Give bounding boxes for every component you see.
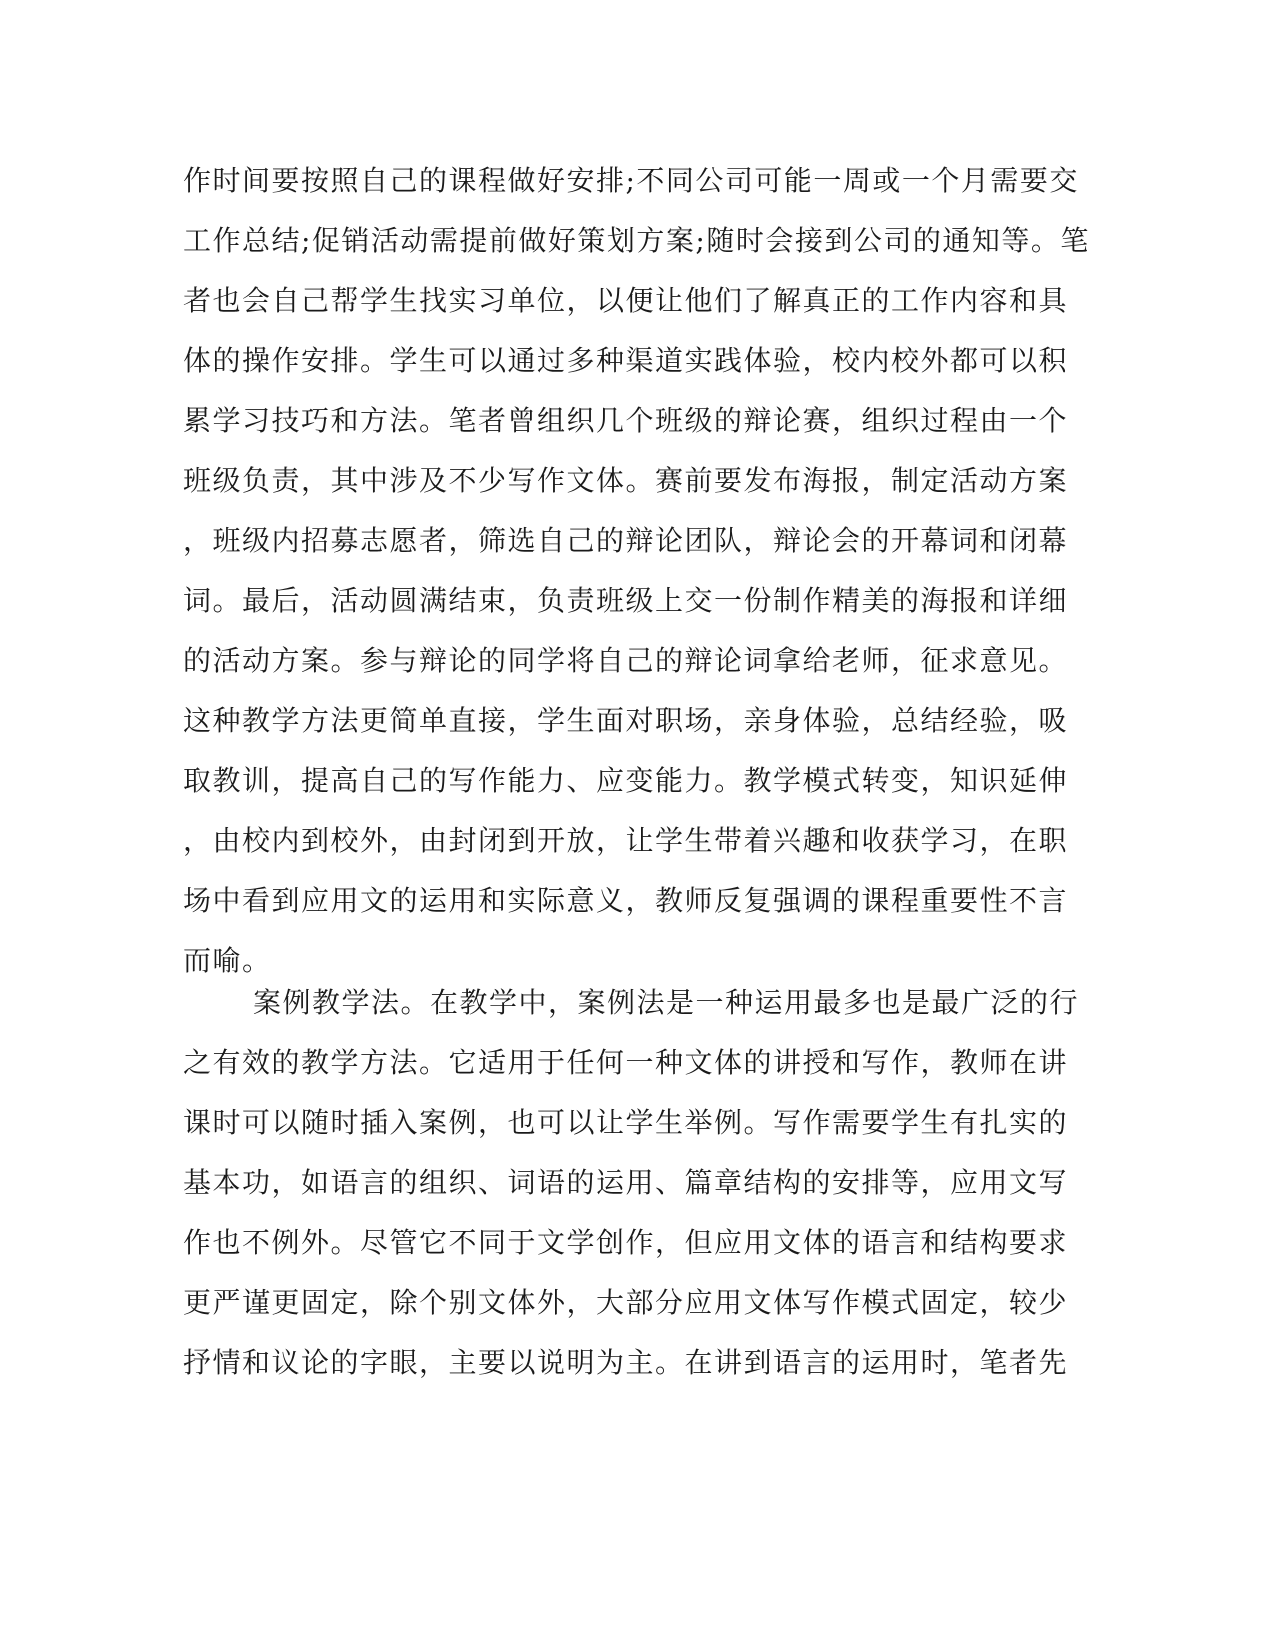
paragraph-2: [183, 986, 1080, 1396]
text-line: 的活动方案。参与辩论的同学将自己的辩论词拿给老师，征求意见。: [183, 644, 1069, 677]
text-line: 之有效的教学方法。它适用于任何一种文体的讲授和写作，教师在讲: [183, 1046, 1069, 1079]
text-line: 这种教学方法更简单直接，学生面对职场，亲身体验，总结经验，吸: [183, 704, 1069, 737]
text-line: 基本功，如语言的组织、词语的运用、篇章结构的安排等，应用文写: [183, 1166, 1069, 1199]
text-line: 抒情和议论的字眼，主要以说明为主。在讲到语言的运用时，笔者先: [183, 1346, 1069, 1379]
text-line: ，班级内招募志愿者，筛选自己的辩论团队，辩论会的开幕词和闭幕: [183, 524, 1069, 557]
text-line: 体的操作安排。学生可以通过多种渠道实践体验，校内校外都可以积: [183, 344, 1069, 377]
text-line: 工作总结;促销活动需提前做好策划方案;随时会接到公司的通知等。笔: [183, 224, 1090, 257]
text-line: 作时间要按照自己的课程做好安排;不同公司可能一周或一个月需要交: [183, 164, 1079, 197]
text-line: 者也会自己帮学生找实习单位，以便让他们了解真正的工作内容和具: [183, 284, 1069, 317]
text-line: 课时可以随时插入案例，也可以让学生举例。写作需要学生有扎实的: [183, 1106, 1069, 1139]
text-line: ，由校内到校外，由封闭到开放，让学生带着兴趣和收获学习，在职: [183, 824, 1069, 857]
text-line: 累学习技巧和方法。笔者曾组织几个班级的辩论赛，组织过程由一个: [183, 404, 1069, 437]
text-line: 词。最后，活动圆满结束，负责班级上交一份制作精美的海报和详细: [183, 584, 1069, 617]
text-line-indented: 案例教学法。在教学中，案例法是一种运用最多也是最广泛的行: [253, 986, 1080, 1019]
paragraph-1: [183, 164, 1090, 984]
text-line: 更严谨更固定，除个别文体外，大部分应用文体写作模式固定，较少: [183, 1286, 1069, 1319]
text-line: 班级负责，其中涉及不少写作文体。赛前要发布海报，制定活动方案: [183, 464, 1069, 497]
text-line: 作也不例外。尽管它不同于文学创作，但应用文体的语言和结构要求: [183, 1226, 1069, 1259]
text-line: 场中看到应用文的运用和实际意义，教师反复强调的课程重要性不言: [183, 884, 1069, 917]
text-line: 取教训，提高自己的写作能力、应变能力。教学模式转变，知识延伸: [183, 764, 1069, 797]
text-line: 而喻。: [183, 944, 272, 977]
